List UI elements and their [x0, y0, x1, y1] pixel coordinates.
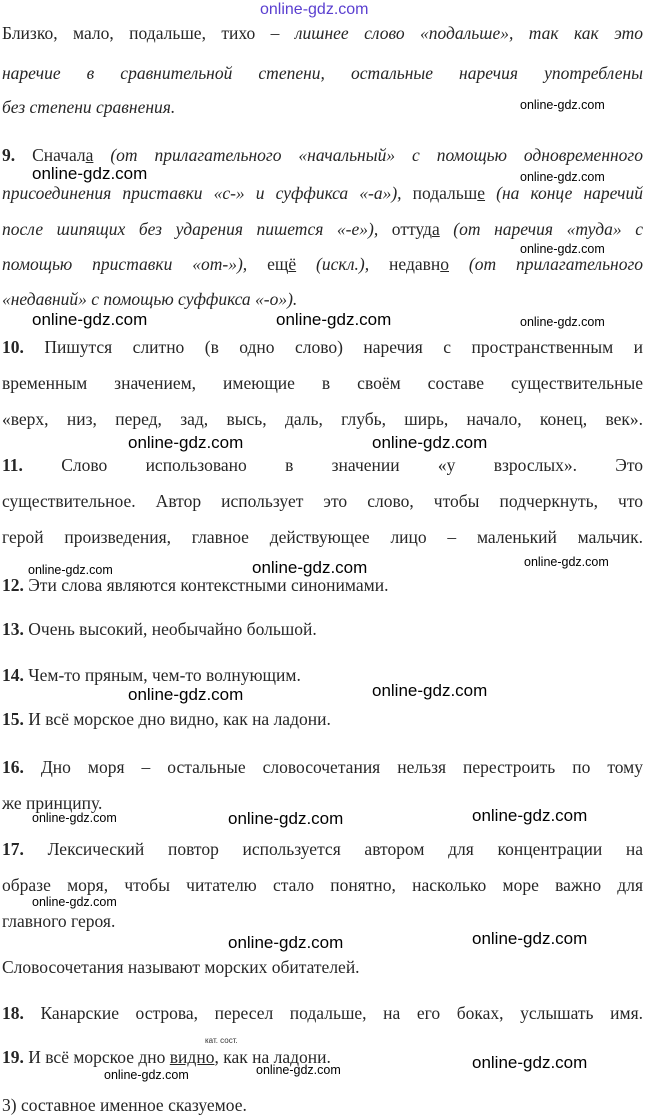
- item-number: 14.: [2, 665, 24, 685]
- text-line: образе моря, чтобы читателю стало понятно, насколько море важно для: [2, 875, 643, 895]
- text-span: Очень высокий, необычайно большой.: [28, 619, 317, 639]
- annotation-note: кат. сост.: [205, 1036, 238, 1045]
- text-line: [2, 838, 643, 860]
- watermark: online-gdz.com: [472, 929, 588, 948]
- item-number: 10.: [2, 337, 24, 357]
- watermark: online-gdz.com: [520, 98, 605, 112]
- watermark: online-gdz.com: [228, 933, 344, 952]
- text-span: присоединения приставки «с-» и суффикса «-а»),: [2, 183, 402, 203]
- watermark: online-gdz.com: [32, 164, 148, 183]
- watermark: online-gdz.com: [260, 1, 369, 18]
- text-span: И всё морское дно: [28, 1047, 170, 1067]
- word: [32, 145, 93, 165]
- watermark: online-gdz.com: [472, 806, 588, 825]
- text-span: (на конце наречий: [496, 183, 644, 203]
- watermark: online-gdz.com: [372, 433, 488, 452]
- text-span: Близко, мало, подальше, тихо –: [2, 23, 295, 43]
- text-line: [2, 708, 643, 730]
- item-number: 13.: [2, 619, 24, 639]
- text-line: временным значением, имеющие в своём составе существительные: [2, 373, 643, 393]
- word: [389, 254, 449, 274]
- word: [392, 219, 440, 239]
- text-span: (от наречия «туда» с: [453, 219, 643, 239]
- text-span: Пишутся слитно (в одно слово) наречия с пространственным и: [44, 337, 643, 357]
- text-span: (от прилагательного: [468, 254, 644, 274]
- watermark: online-gdz.com: [104, 1068, 189, 1082]
- text-line: [2, 218, 643, 240]
- text-span: Лексический повтор используется автором для концентрации на: [47, 839, 644, 859]
- underlined-word: видно: [169, 1047, 215, 1067]
- watermark: online-gdz.com: [32, 811, 117, 825]
- text-line: [2, 22, 643, 44]
- word-part: недавн: [389, 254, 441, 274]
- underlined-letter: а: [85, 145, 94, 165]
- text-span: И всё морское дно видно, как на ладони.: [28, 709, 331, 729]
- underlined-letter: ё: [288, 254, 297, 274]
- text-line: главного героя.: [2, 911, 116, 931]
- text-span: после шипящих без ударения пишется «-е»),: [2, 219, 379, 239]
- watermark: online-gdz.com: [228, 809, 344, 828]
- item-number: 17.: [2, 839, 24, 859]
- text-line: без степени сравнения.: [2, 97, 176, 117]
- text-line: [2, 144, 643, 166]
- text-line: герой произведения, главное действующее лицо – маленький мальчик.: [2, 527, 643, 547]
- text-line: [2, 664, 643, 686]
- item-number: 9.: [2, 145, 16, 165]
- item-number: 11.: [2, 455, 23, 475]
- watermark: online-gdz.com: [32, 895, 117, 909]
- text-line: [2, 454, 643, 476]
- underlined-letter: о: [440, 254, 449, 274]
- watermark: online-gdz.com: [128, 685, 244, 704]
- text-span: помощью приставки «от-»),: [2, 254, 248, 274]
- text-line: «верх, низ, перед, зад, высь, даль, глубь, ширь, начало, конец, век».: [2, 409, 643, 429]
- word: [267, 254, 296, 274]
- text-span: , как на ладони.: [214, 1047, 331, 1067]
- text-line: 3) составное именное сказуемое.: [2, 1095, 247, 1115]
- item-number: 19.: [2, 1047, 24, 1067]
- word-part: ещ: [267, 254, 289, 274]
- word-part: оттуд: [391, 219, 432, 239]
- text-span: Слово использовано в значении «у взрослых». Это: [61, 455, 643, 475]
- text-line: же принципу.: [2, 793, 103, 813]
- watermark: online-gdz.com: [524, 555, 609, 569]
- watermark: online-gdz.com: [276, 310, 392, 329]
- text-line: [2, 756, 643, 778]
- watermark: online-gdz.com: [32, 310, 148, 329]
- watermark: online-gdz.com: [520, 315, 605, 329]
- word-part: подальш: [412, 183, 478, 203]
- text-span: Чем-то пряным, чем-то волнующим.: [28, 665, 301, 685]
- text-span: Дно моря – остальные словосочетания нельзя перестроить по тому: [40, 757, 643, 777]
- item-number: 16.: [2, 757, 24, 777]
- item-number: 12.: [2, 575, 24, 595]
- underlined-letter: е: [477, 183, 486, 203]
- text-line: «недавний» с помощью суффикса «-о»).: [2, 289, 298, 309]
- watermark: online-gdz.com: [520, 242, 605, 256]
- text-line: [2, 618, 643, 640]
- text-span: Канарские острова, пересел подальше, на его боках, услышать имя.: [40, 1003, 643, 1023]
- word-part: Сначал: [32, 145, 86, 165]
- underlined-letter: а: [431, 219, 440, 239]
- watermark: online-gdz.com: [256, 1063, 341, 1077]
- text-span: (от прилагательного «начальный» с помощью одновременного: [110, 145, 644, 165]
- text-span: (искл.),: [316, 254, 370, 274]
- text-line: [2, 336, 643, 358]
- text-line: существительное. Автор использует это слово, чтобы подчеркнуть, что: [2, 491, 643, 511]
- text-line: [2, 253, 643, 275]
- text-line: наречие в сравнительной степени, остальные наречия употреблены: [2, 63, 643, 83]
- word: [413, 183, 485, 203]
- watermark: online-gdz.com: [372, 681, 488, 700]
- watermark: online-gdz.com: [520, 170, 605, 184]
- watermark: online-gdz.com: [252, 558, 368, 577]
- text-line: [2, 1002, 643, 1024]
- watermark: online-gdz.com: [472, 1053, 588, 1072]
- item-number: 15.: [2, 709, 24, 729]
- text-span: лишнее слово «подальше», так как это: [294, 23, 643, 43]
- text-line: [2, 182, 643, 204]
- watermark: online-gdz.com: [128, 433, 244, 452]
- text-line: Словосочетания называют морских обитателей.: [2, 957, 360, 977]
- text-span: Эти слова являются контекстными синонимами.: [28, 575, 389, 595]
- item-number: 18.: [2, 1003, 24, 1023]
- watermark: online-gdz.com: [28, 563, 113, 577]
